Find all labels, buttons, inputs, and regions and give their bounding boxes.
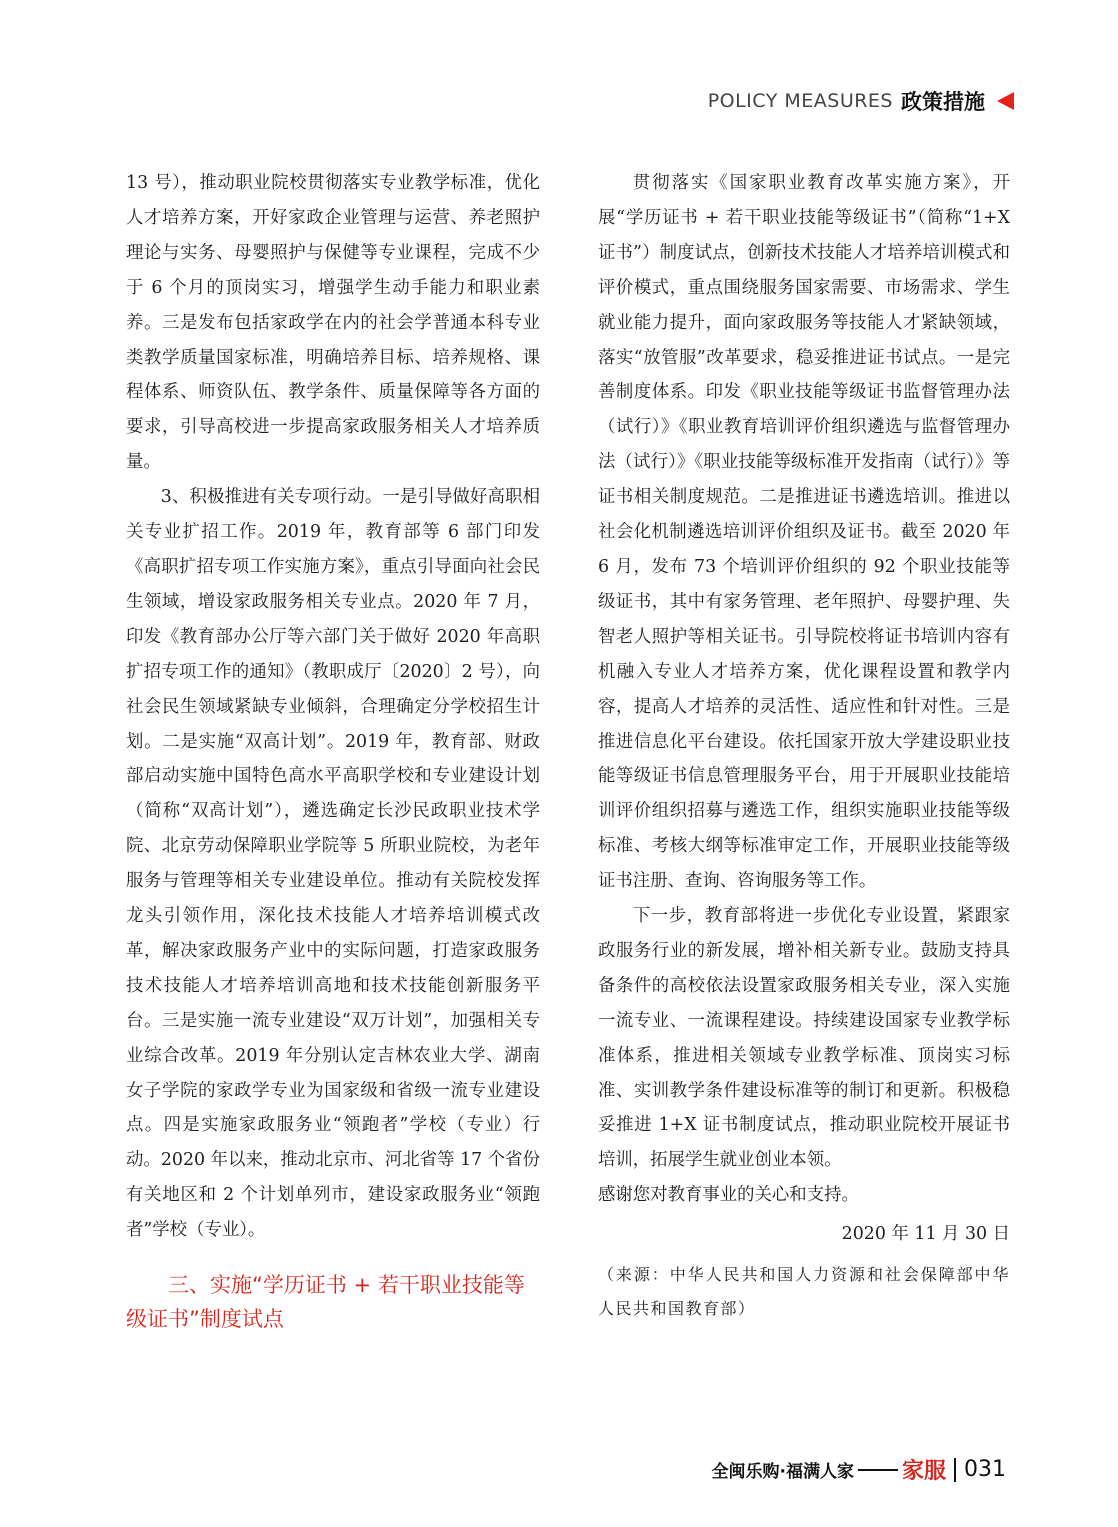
- footer-dash: [858, 1469, 898, 1471]
- page-number: 031: [964, 1457, 1006, 1482]
- paragraph-thanks: 感谢您对教育事业的关心和支持。: [598, 1185, 859, 1206]
- left-triangle-icon: [997, 92, 1014, 110]
- left-column: [126, 166, 540, 1336]
- source-note: （来源：中华人民共和国人力资源和社会保障部中华人民共和国教育部）: [598, 1265, 1010, 1319]
- footer-slogan: 全闽乐购·福满人家: [711, 1462, 854, 1482]
- paragraph-special-actions: 3、积极推进有关专项行动。一是引导做好高职相关专业扩招工作。2019 年，教育部等 6 部门印发《高职扩招专项工作实施方案》，重点引导面向社会民生领域，增设家政服务相关专业点。2020 年 7 月，印发《教育部办公厅等六部门关于做好 2020 年高职扩招专项工作的通知》（教职成厅〔2020〕2 号），向社会民生领域紧缺专业倾斜，合理确定分学校招生计划。二是实施“双高计划”。2019 年，教育部、财政部启动实施中国特色高水平高职学校和专业建设计划（简称“双高计划”），遴选确定长沙民政职业技术学院、北京劳动保障职业学院等 5 所职业院校，为老年服务与管理等相关专业建设单位。推动有关院校发挥龙头引领作用，深化技术技能人才培养培训模式改革，解决家政服务产业中的实际问题，打造家政服务技术技能人才培养培训高地和技术技能创新服务平台。三是实施一流专业建设“双万计划”，加强相关专业综合改革。2019 年分别认定吉林农业大学、湖南女子学院的家政学专业为国家级和省级一流专业建设点。四是实施家政服务业“领跑者”学校（专业）行动。2020 年以来，推动北京市、河北省等 17 个省份有关地区和 2 个计划单列市，建设家政服务业“领跑者”学校（专业）。: [126, 487, 540, 1241]
- paragraph-next-steps: 下一步，教育部将进一步优化专业设置，紧跟家政服务行业的新发展，增补相关新专业。鼓励支持具备条件的高校依法设置家政服务相关专业，深入实施一流专业、一流课程建设。持续建设国家专业教学标准体系，推进相关领域专业教学标准、顶岗实习标准、实训教学条件建设标准等的制订和更新。积极稳妥推进 1+X 证书制度试点，推动职业院校开展证书培训，拓展学生就业创业本领。: [598, 906, 1010, 1171]
- section-title-chinese: 政策措施: [901, 90, 985, 114]
- paragraph-continued: 13 号），推动职业院校贯彻落实专业教学标准，优化人才培养方案，开好家政企业管理与运营、养老照护理论与实务、母婴照护与保健等专业课程，完成不少于 6 个月的顶岗实习，增强学生动手能力和职业素养。三是发布包括家政学在内的社会学普通本科专业类教学质量国家标准，明确培养目标、培养规格、课程体系、师资队伍、教学条件、质量保障等各方面的要求，引导高校进一步提高家政服务相关人才培养质量。: [126, 173, 540, 473]
- document-date: 2020 年 11 月 30 日: [841, 1224, 1010, 1245]
- footer-separator: [954, 1458, 956, 1482]
- right-column: [598, 166, 1010, 1326]
- section-heading: 三、实施“学历证书 + 若干职业技能等级证书”制度试点: [126, 1273, 525, 1332]
- section-header: [708, 86, 1014, 116]
- paragraph-certificate-pilot: 贯彻落实《国家职业教育改革实施方案》，开展“学历证书 + 若干职业技能等级证书”（简称“1+X 证书”）制度试点，创新技术技能人才培养培训模式和评价模式，重点围绕服务国家需要、市场需求、学生就业能力提升，面向家政服务等技能人才紧缺领域，落实“放管服”改革要求，稳妥推进证书试点。一是完善制度体系。印发《职业技能等级证书监督管理办法（试行）》《职业教育培训评价组织遴选与监督管理办法（试行）》《职业技能等级标准开发指南（试行）》等证书相关制度规范。二是推进证书遴选培训。推进以社会化机制遴选培训评价组织及证书。截至 2020 年 6 月，发布 73 个培训评价组织的 92 个职业技能等级证书，其中有家务管理、老年照护、母婴护理、失智老人照护等相关证书。引导院校将证书培训内容有机融入专业人才培养方案，优化课程设置和教学内容，提高人才培养的灵活性、适应性和针对性。三是推进信息化平台建设。依托国家开放大学建设职业技能等级证书信息管理服务平台，用于开展职业技能培训评价组织招募与遴选工作，组织实施职业技能等级标准、考核大纲等标准审定工作，开展职业技能等级证书注册、查询、咨询服务等工作。: [598, 173, 1010, 892]
- footer-brand: 家服: [901, 1459, 946, 1484]
- page-footer: [712, 1454, 1006, 1485]
- section-title-english: POLICY MEASURES: [707, 90, 893, 112]
